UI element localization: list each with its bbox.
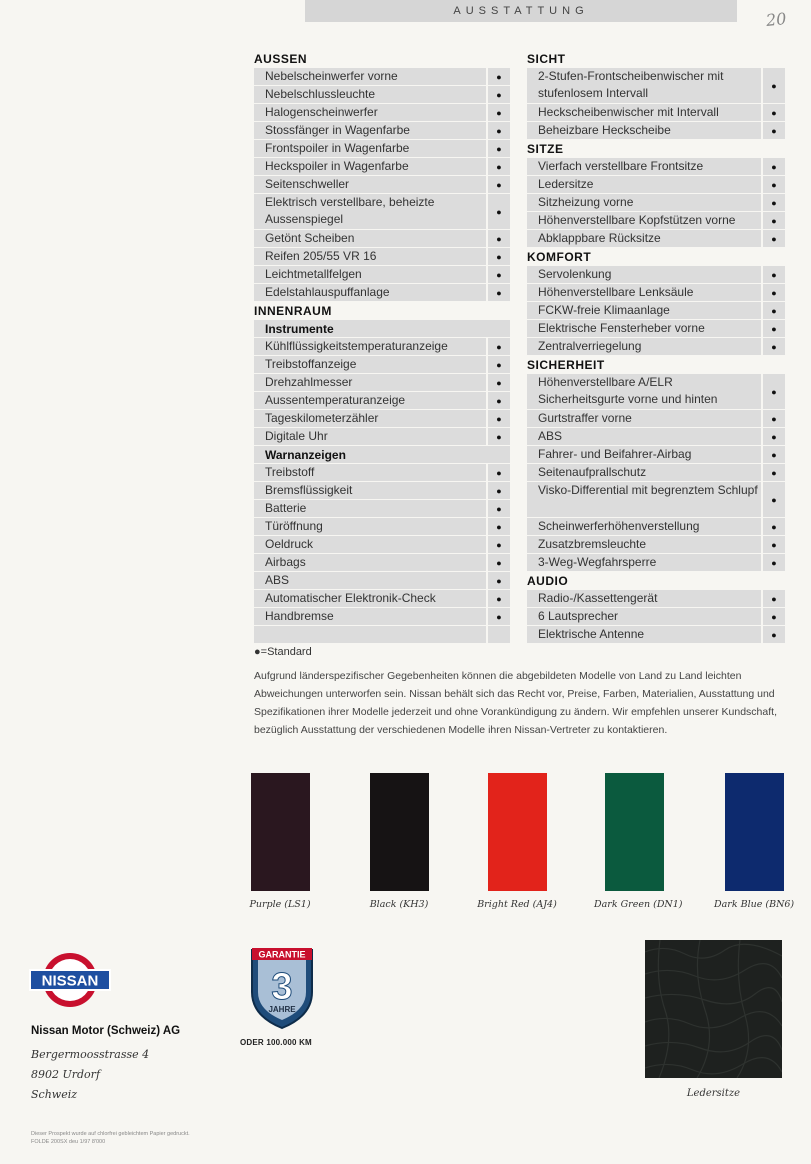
equipment-row [254,194,510,230]
equipment-label: Stossfänger in Wagenfarbe [254,122,486,139]
equipment-label: Frontspoiler in Wagenfarbe [254,140,486,157]
standard-dot-icon: ● [488,248,510,265]
equipment-label: FCKW-freie Klimaanlage [527,302,761,319]
equipment-label: Elektrische Antenne [527,626,761,643]
fineprint-line: FOLDE 200SX deu 1/97 8'000 [31,1139,106,1145]
equipment-label: Heckscheibenwischer mit Intervall [527,104,761,121]
equipment-label: Vierfach verstellbare Frontsitze [527,158,761,175]
equipment-row [254,392,510,410]
standard-dot-icon: ● [763,464,785,481]
equipment-row [527,158,785,176]
color-swatch-black [359,773,439,910]
equipment-label: Zentralverriegelung [527,338,761,355]
equipment-label: Heckspoiler in Wagenfarbe [254,158,486,175]
equipment-row [254,626,510,644]
standard-dot-icon: ● [763,320,785,337]
color-chip [370,773,429,891]
section-title-audio: AUDIO [527,574,569,588]
standard-dot-icon: ● [488,518,510,535]
guarantee-number: 3 [271,966,293,1008]
equipment-label: Tageskilometerzähler [254,410,486,427]
standard-dot-icon: ● [763,608,785,625]
equipment-column-left [254,50,510,644]
equipment-row [527,482,785,518]
equipment-row [527,410,785,428]
section-title-sicht: SICHT [527,52,566,66]
standard-dot-icon: ● [488,194,510,229]
disclaimer: Aufgrund länderspezifischer Gegebenheiten können die abgebildeten Modelle von Land zu Land leichten Abweichungen unterworfen sein. Nissan behält sich das Recht vor, Preise, Farben, Materialien, Ausstattung und Spezifikationen ihrer Modelle jederzeit und ohne Vorankündigung zu ändern. Wir empfehlen unserer Kundschaft, bezüglich Ausstattung der verschiedenen Modelle ihren Nissan-Vertreter zu kontaktieren. [254,670,777,736]
guarantee-top-text: GARANTIE [258,949,306,960]
standard-dot-icon: ● [488,266,510,283]
standard-dot-icon: ● [488,428,510,445]
equipment-row [527,122,785,140]
equipment-label: Kühlflüssigkeitstemperaturanzeige [254,338,486,355]
equipment-label: Zusatzbremsleuchte [527,536,761,553]
company-name: Nissan Motor (Schweiz) AG [31,1025,181,1037]
standard-dot-icon: ● [763,68,785,103]
standard-dot-icon: ● [763,554,785,571]
equipment-label [254,626,486,643]
standard-dot-icon: ● [488,374,510,391]
equipment-label: Batterie [254,500,486,517]
color-chip [605,773,664,891]
standard-dot-icon: ● [488,356,510,373]
equipment-row [527,626,785,644]
equipment-row [527,590,785,608]
equipment-label: Treibstoffanzeige [254,356,486,373]
equipment-row [527,230,785,248]
equipment-row [254,248,510,266]
standard-dot-icon: ● [488,86,510,103]
standard-dot-icon: ● [488,608,510,625]
equipment-label: ABS [527,428,761,445]
equipment-label: Bremsflüssigkeit [254,482,486,499]
equipment-label: Aussentemperaturanzeige [254,392,486,409]
equipment-label: Oeldruck [254,536,486,553]
equipment-label: Radio-/Kassettengerät [527,590,761,607]
equipment-label: Digitale Uhr [254,428,486,445]
standard-dot-icon: ● [763,410,785,427]
equipment-label: Treibstoff [254,464,486,481]
equipment-label: Gurtstraffer vorne [527,410,761,427]
equipment-row [527,608,785,626]
standard-dot-icon: ● [763,122,785,139]
standard-dot-icon: ● [763,446,785,463]
equipment-row [254,122,510,140]
equipment-label: Nebelschlussleuchte [254,86,486,103]
equipment-row [254,536,510,554]
equipment-label: Getönt Scheiben [254,230,486,247]
equipment-row [527,104,785,122]
equipment-row [254,266,510,284]
equipment-label: 2-Stufen-Frontscheibenwischer mit stufenlosem Intervall [527,68,761,103]
standard-dot-icon: ● [763,230,785,247]
company-country: Schweiz [31,1088,78,1101]
equipment-label: Drehzahlmesser [254,374,486,391]
standard-dot-icon: ● [488,284,510,301]
nissan-logo-text: NISSAN [41,972,99,990]
equipment-row [254,518,510,536]
equipment-row [254,104,510,122]
equipment-row [254,572,510,590]
equipment-row [254,590,510,608]
equipment-row [527,302,785,320]
fineprint-line: Dieser Prospekt wurde auf chlorfrei gebleichtem Papier gedruckt. [31,1131,190,1137]
page-number: 20 [765,8,788,31]
standard-dot-icon: ● [488,158,510,175]
equipment-row [527,464,785,482]
section-title-sicherheit: SICHERHEIT [527,358,605,372]
standard-dot-icon: ● [763,482,785,517]
equipment-row [254,338,510,356]
equipment-row [527,554,785,572]
section-title-innenraum: INNENRAUM [254,304,332,318]
equipment-label: Airbags [254,554,486,571]
equipment-column-right [527,50,785,644]
color-chip [251,773,310,891]
equipment-row [527,338,785,356]
equipment-row [254,482,510,500]
standard-dot-icon: ● [763,428,785,445]
equipment-label: Beheizbare Heckscheibe [527,122,761,139]
equipment-row [254,86,510,104]
standard-dot-icon: ● [763,266,785,283]
equipment-row [527,68,785,104]
color-swatch-dark-blue [714,773,794,910]
equipment-label: Höhenverstellbare Lenksäule [527,284,761,301]
color-swatch-bright-red [477,773,557,910]
company-street: Bergermoosstrasse 4 [31,1048,150,1061]
equipment-label: Reifen 205/55 VR 16 [254,248,486,265]
equipment-label: Elektrisch verstellbare, beheizte Aussenspiegel [254,194,486,229]
standard-dot-icon: ● [763,176,785,193]
equipment-label: Handbremse [254,608,486,625]
section-title-komfort: KOMFORT [527,250,592,264]
equipment-label: Elektrische Fensterheber vorne [527,320,761,337]
standard-dot-icon: ● [763,374,785,409]
fineprint [31,1130,190,1146]
standard-dot-icon: ● [488,140,510,157]
equipment-row [527,320,785,338]
equipment-row [254,158,510,176]
color-label: Dark Green (DN1) [594,899,683,910]
legend: ●=Standard [254,646,312,658]
leather-sample-image [645,940,782,1078]
equipment-row [254,500,510,518]
standard-dot-icon: ● [488,122,510,139]
equipment-label: Seitenaufprallschutz [527,464,761,481]
equipment-label: Servolenkung [527,266,761,283]
standard-dot-icon: ● [763,626,785,643]
equipment-label: Halogenscheinwerfer [254,104,486,121]
equipment-label: 6 Lautsprecher [527,608,761,625]
header-band [305,0,737,22]
standard-dot-icon: ● [488,104,510,121]
equipment-row [254,554,510,572]
equipment-row [527,212,785,230]
equipment-row [254,68,510,86]
equipment-label: Türöffnung [254,518,486,535]
section-title-aussen: AUSSEN [254,52,308,66]
color-chip [725,773,784,891]
equipment-row [254,374,510,392]
standard-dot-icon: ● [488,482,510,499]
equipment-row [254,410,510,428]
equipment-label: Fahrer- und Beifahrer-Airbag [527,446,761,463]
standard-dot-icon: ● [763,284,785,301]
standard-dot-icon: ● [488,176,510,193]
section-title-sitze: SITZE [527,142,564,156]
equipment-row [254,464,510,482]
equipment-row [254,140,510,158]
standard-dot-icon: ● [763,518,785,535]
standard-dot-icon: ● [488,572,510,589]
standard-dot-icon: ● [763,158,785,175]
color-label: Dark Blue (BN6) [714,899,795,910]
color-swatch-dark-green [594,773,683,910]
color-label: Purple (LS1) [249,899,311,910]
standard-dot-icon: ● [763,104,785,121]
standard-dot-icon: ● [488,338,510,355]
equipment-label: Nebelscheinwerfer vorne [254,68,486,85]
header-title: AUSSTATTUNG [453,5,589,17]
standard-dot-icon: ● [763,212,785,229]
equipment-label: 3-Weg-Wegfahrsperre [527,554,761,571]
standard-dot-icon: ● [763,338,785,355]
standard-dot-icon: ● [488,464,510,481]
equipment-row [527,518,785,536]
equipment-label: Scheinwerferhöhenverstellung [527,518,761,535]
equipment-row [254,284,510,302]
guarantee-km: ODER 100.000 KM [240,1038,312,1047]
equipment-row [254,608,510,626]
equipment-row [527,194,785,212]
standard-dot-icon: ● [488,554,510,571]
equipment-label: ABS [254,572,486,589]
standard-dot-icon: ● [488,536,510,553]
standard-dot-icon: ● [488,590,510,607]
standard-dot-icon: ● [488,230,510,247]
leather-label: Ledersitze [686,1088,741,1099]
equipment-row [254,230,510,248]
standard-dot-icon: ● [763,302,785,319]
subsection-title-instrumente: Instrumente [254,320,510,338]
equipment-row [254,356,510,374]
equipment-label: Sitzheizung vorne [527,194,761,211]
equipment-row [254,176,510,194]
equipment-row [527,536,785,554]
equipment-label: Automatischer Elektronik-Check [254,590,486,607]
standard-dot-icon: ● [763,590,785,607]
equipment-label: Ledersitze [527,176,761,193]
equipment-label: Höhenverstellbare Kopfstützen vorne [527,212,761,229]
equipment-row [527,446,785,464]
equipment-row [527,176,785,194]
equipment-label: Edelstahlauspuffanlage [254,284,486,301]
color-label: Black (KH3) [369,899,429,910]
standard-dot-icon: ● [488,392,510,409]
equipment-label: Leichtmetallfelgen [254,266,486,283]
guarantee-bottom-text: JAHRE [268,1005,296,1014]
standard-dot-icon: ● [488,500,510,517]
equipment-label: Seitenschweller [254,176,486,193]
color-chip [488,773,547,891]
equipment-row [527,266,785,284]
equipment-label: Visko-Differential mit begrenztem Schlupf [527,482,761,517]
standard-dot-icon: ● [763,536,785,553]
color-label: Bright Red (AJ4) [477,899,557,910]
equipment-row [527,284,785,302]
standard-dot-icon: ● [488,410,510,427]
standard-dot-icon: ● [488,68,510,85]
company-city: 8902 Urdorf [31,1068,101,1081]
equipment-row [254,428,510,446]
equipment-row [527,428,785,446]
equipment-label: Höhenverstellbare A/ELR Sicherheitsgurte vorne und hinten [527,374,761,409]
equipment-label: Abklappbare Rücksitze [527,230,761,247]
nissan-logo [28,950,112,1010]
guarantee-shield-logo [246,942,318,1032]
color-swatch-purple [240,773,320,910]
equipment-row [527,374,785,410]
subsection-title-warnanzeigen: Warnanzeigen [254,446,510,464]
standard-dot-icon [488,626,510,643]
standard-dot-icon: ● [763,194,785,211]
